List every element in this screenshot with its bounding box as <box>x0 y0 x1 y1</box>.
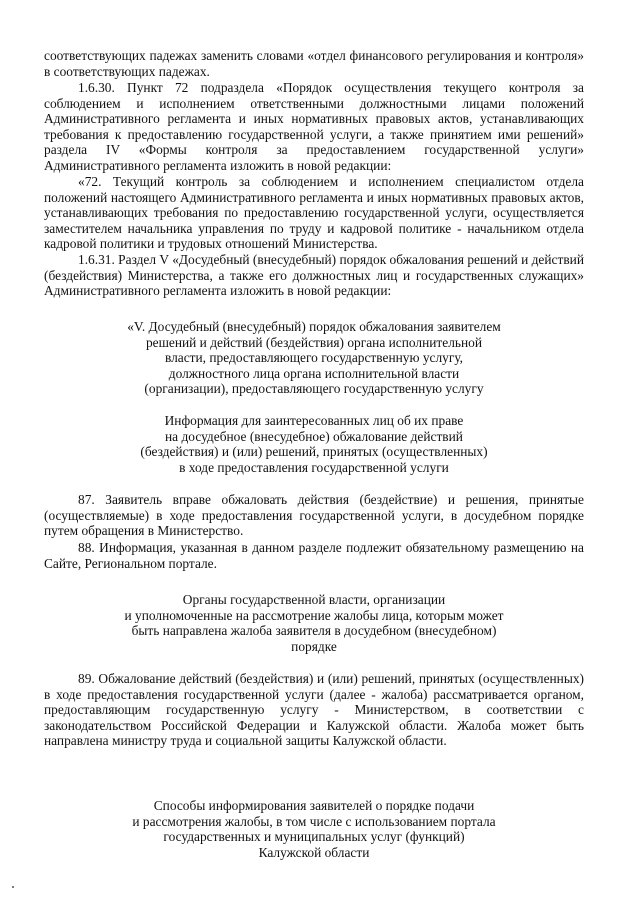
heading-line: быть направлена жалоба заявителя в досудебном (внесудебном) <box>131 623 497 639</box>
heading-line: государственных и муниципальных услуг (функций) <box>163 829 465 845</box>
subheading-informing-methods <box>44 798 584 860</box>
subheading-information <box>44 413 584 475</box>
heading-line: порядке <box>291 638 337 654</box>
heading-line: власти, предоставляющего государственную услугу, <box>164 350 464 366</box>
heading-line: решений и действий (бездействия) органа исполнительной <box>145 334 483 350</box>
paragraph-88: 88. Информация, указанная в данном разделе подлежит обязательному размещению на Сайте, Региональном портале. <box>44 540 584 571</box>
heading-line: на досудебное (внесудебное) обжалование действий <box>165 428 463 444</box>
heading-line: Калужской области <box>258 844 370 860</box>
subheading-authorities <box>44 592 584 654</box>
paragraph-89: 89. Обжалование действий (бездействия) и (или) решений, принятых (осуществленных) в ходе предоставления государственной услуги (далее - жалоба) рассматривается органом, предоставляющим государственную услугу - Министерством, в соответствии с законодательством Российской Федерации и Калужской области. Жалоба может быть направлена министру труда и социальной защиты Калужской области. <box>44 671 584 749</box>
paragraph-continuation: соответствующих падежах заменить словами «отдел финансового регулирования и контроля» в соответствующих падежах. <box>44 48 584 79</box>
heading-line: и рассмотрения жалобы, в том числе с использованием портала <box>132 813 496 829</box>
scan-speck <box>12 886 14 888</box>
paragraph-1-6-31: 1.6.31. Раздел V «Досудебный (внесудебный) порядок обжалования решений и действий (бездействия) Министерства, а также его должностных лиц и государственных служащих» Административного регламента изложить в новой редакции: <box>44 252 584 299</box>
paragraph-1-6-30: 1.6.30. Пункт 72 подраздела «Порядок осуществления текущего контроля за соблюдением и исполнением ответственными должностными лицами положений Административного регламента и иных нормативных правовых актов, устанавливающих требования к предоставлению государственной услуги, а также принятием ими решений» раздела IV «Формы контроля за предоставлением государственной услуги» Административного регламента изложить в новой редакции: <box>44 80 584 173</box>
paragraph-72: «72. Текущий контроль за соблюдением и исполнением специалистом отдела положений настоящего Административного регламента и иных нормативных правовых актов, устанавливающих требования по предоставлению государственной услуги, осуществляется заместителем начальника управления по труду и кадровой политике - начальником отдела кадровой политики и трудовых отношений Министерства. <box>44 174 584 252</box>
section-v-heading <box>44 319 584 397</box>
heading-line: Способы информирования заявителей о порядке подачи <box>153 798 475 813</box>
heading-line: «V. Досудебный (внесудебный) порядок обжалования заявителем <box>127 319 501 334</box>
heading-line: должностного лица органа исполнительной власти <box>168 365 460 381</box>
heading-line: в ходе предоставления государственной услуги <box>179 459 449 475</box>
heading-line: (бездействия) и (или) решений, принятых (осуществленных) <box>140 444 488 460</box>
heading-line: Органы государственной власти, организации <box>182 592 446 607</box>
paragraph-87: 87. Заявитель вправе обжаловать действия (бездействие) и решения, принятые (осуществляемые) в ходе предоставления государственной услуги, в досудебном порядке путем обращения в Министерство. <box>44 492 584 539</box>
heading-line: и уполномоченные на рассмотрение жалобы лица, которым может <box>124 607 504 623</box>
heading-line: Информация для заинтересованных лиц об их праве <box>164 413 464 428</box>
heading-line: (организации), предоставляющего государственную услугу <box>144 381 484 397</box>
